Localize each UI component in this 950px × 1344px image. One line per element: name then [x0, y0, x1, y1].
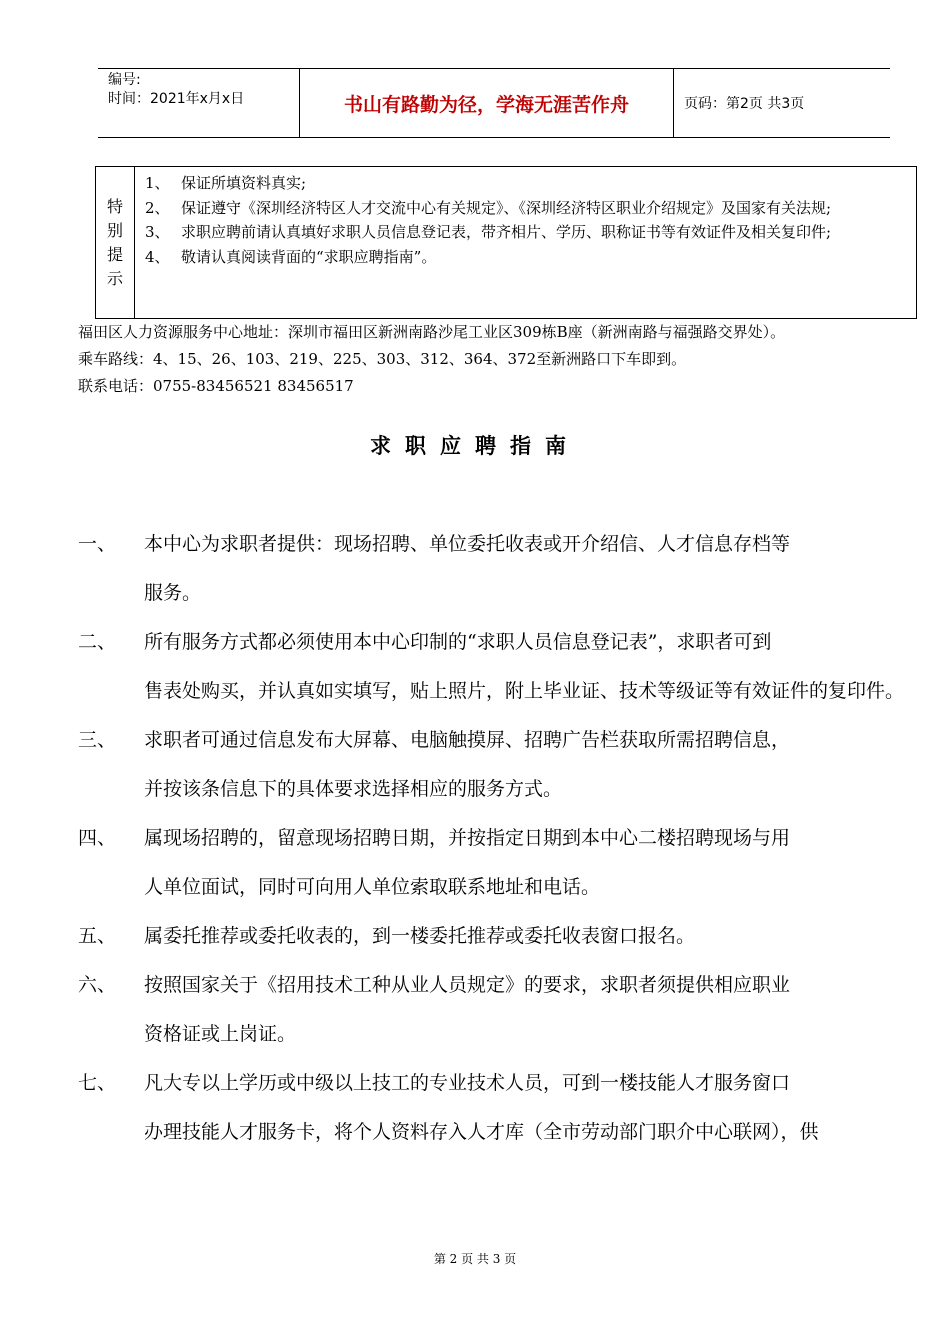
guide-list [78, 520, 916, 1157]
guide-item [78, 912, 916, 961]
guide-item-number: 三、 [78, 729, 117, 751]
notice-label-char: 特 [106, 196, 123, 216]
time-label: 时间：2021年x月x日 [108, 91, 245, 107]
guide-item-number: 七、 [78, 1072, 117, 1094]
guide-item-number: 五、 [78, 925, 117, 947]
notice-item-number: 2、 [145, 198, 170, 217]
phone-line: 联系电话：0755-83456521 83456517 [78, 377, 354, 395]
guide-item-number: 一、 [78, 533, 117, 555]
notice-label [96, 167, 135, 318]
notice-item-text: 保证遵守《深圳经济特区人才交流中心有关规定》、《深圳经济特区职业介绍规定》及国家有关法规; [181, 198, 832, 217]
guide-item-continuation: 办理技能人才服务卡，将个人资料存入人才库（全市劳动部门职介中心联网），供 [144, 1121, 819, 1143]
guide-item-continuation: 资格证或上岗证。 [144, 1023, 297, 1045]
guide-item-first-line: 凡大专以上学历或中级以上技工的专业技术人员，可到一楼技能人才服务窗口 [144, 1072, 791, 1094]
serial-label: 编号: [108, 72, 141, 88]
special-notice-table [95, 166, 917, 319]
guide-item-first-line: 按照国家关于《招用技术工种从业人员规定》的要求，求职者须提供相应职业 [144, 974, 791, 996]
guide-item-text [144, 1059, 916, 1157]
guide-item-continuation: 售表处购买，并认真如实填写，贴上照片，附上毕业证、技术等级证等有效证件的复印件。 [144, 680, 905, 702]
header-motto: 书山有路勤为径，学海无涯苦作舟 [300, 69, 674, 137]
guide-item-first-line: 属委托推荐或委托收表的，到一楼委托推荐或委托收表窗口报名。 [144, 925, 696, 947]
guide-item-number: 四、 [78, 827, 117, 849]
guide-item [78, 618, 916, 716]
page-header [98, 68, 890, 138]
header-page-info: 页码：第2页 共3页 [684, 96, 805, 112]
notice-item-text: 求职应聘前请认真填好求职人员信息登记表，带齐相片、学历、职称证书等有效证件及相关复印件; [181, 223, 832, 241]
guide-item [78, 716, 916, 814]
notice-item [145, 245, 906, 270]
guide-item [78, 814, 916, 912]
guide-item-text [144, 961, 916, 1059]
notice-label-char: 示 [106, 268, 123, 288]
address-line: 福田区人力资源服务中心地址：深圳市福田区新洲南路沙尾工业区309栋B座（新洲南路与福强路交界处）。 [78, 323, 786, 341]
header-meta [98, 69, 300, 137]
guide-item-continuation: 服务。 [144, 582, 202, 604]
guide-item-text [144, 618, 916, 716]
guide-item-continuation: 并按该条信息下的具体要求选择相应的服务方式。 [144, 778, 563, 800]
notice-item-text: 敬请认真阅读背面的“求职应聘指南”。 [181, 247, 437, 266]
guide-item-number: 六、 [78, 974, 117, 996]
guide-item-text [144, 814, 916, 912]
notice-item [145, 171, 906, 196]
guide-item-continuation: 人单位面试，同时可向用人单位索取联系地址和电话。 [144, 876, 601, 898]
guide-item-first-line: 所有服务方式都必须使用本中心印制的“求职人员信息登记表”，求职者可到 [144, 631, 772, 653]
guide-item [78, 961, 916, 1059]
notice-item [145, 220, 906, 245]
notice-item-text: 保证所填资料真实; [181, 174, 307, 192]
guide-item-text [144, 716, 916, 814]
bus-route-line: 乘车路线：4、15、26、103、219、225、303、312、364、372至新洲路口下车即到。 [78, 350, 687, 368]
page-footer: 第 2 页 共 3 页 [433, 1252, 517, 1266]
guide-item-number: 二、 [78, 631, 117, 653]
notice-item-number: 1、 [145, 174, 170, 192]
guide-item [78, 520, 916, 618]
notice-label-char: 别 [106, 220, 123, 240]
address-block [78, 319, 928, 400]
notice-item [145, 196, 906, 221]
guide-item-first-line: 本中心为求职者提供：现场招聘、单位委托收表或开介绍信、人才信息存档等 [144, 533, 791, 555]
guide-item [78, 1059, 916, 1157]
notice-label-char: 提 [106, 244, 123, 264]
notice-item-number: 3、 [145, 223, 170, 241]
guide-title: 求职应聘指南 [370, 434, 580, 458]
guide-item-first-line: 属现场招聘的，留意现场招聘日期，并按指定日期到本中心二楼招聘现场与用 [144, 827, 791, 849]
guide-item-first-line: 求职者可通过信息发布大屏幕、电脑触摸屏、招聘广告栏获取所需招聘信息， [144, 729, 791, 751]
notice-item-number: 4、 [145, 247, 170, 266]
guide-item-text [144, 912, 916, 961]
guide-item-text [144, 520, 916, 618]
notice-body [135, 167, 916, 318]
